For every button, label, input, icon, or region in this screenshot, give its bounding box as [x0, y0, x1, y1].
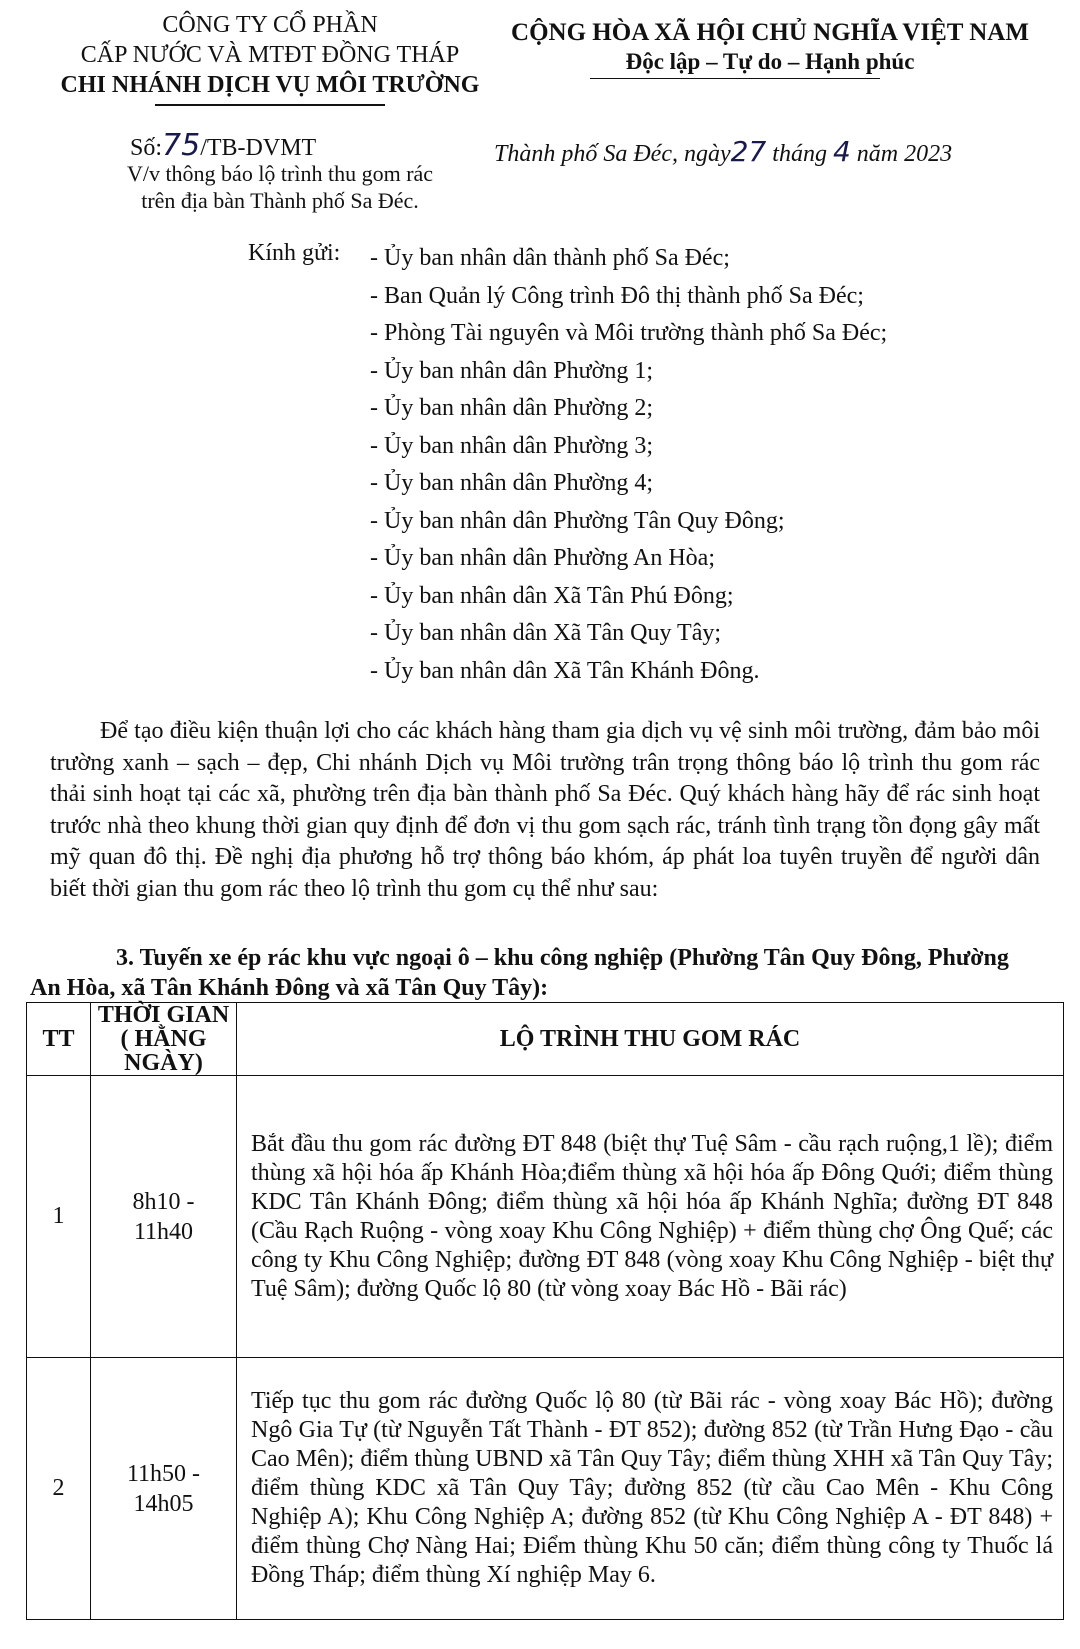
document-number	[130, 128, 316, 163]
issuer-company-full: CẤP NƯỚC VÀ MTĐT ĐỒNG THÁP	[80, 42, 460, 68]
header-time-line-3: NGÀY)	[124, 1050, 203, 1076]
recipient-item: - Ủy ban nhân dân Xã Tân Quy Tây;	[370, 620, 722, 646]
recipient-item: - Ủy ban nhân dân thành phố Sa Đéc;	[370, 245, 730, 271]
route-table	[26, 1002, 1064, 1620]
header-time	[91, 1003, 237, 1076]
header-route: LỘ TRÌNH THU GOM RÁC	[237, 1003, 1064, 1076]
recipient-item: - Ủy ban nhân dân Phường 1;	[370, 357, 653, 384]
recipient-item: - Ủy ban nhân dân Phường 3;	[370, 432, 653, 459]
recipient-item: - Ủy ban nhân dân Xã Tân Khánh Đông.	[370, 657, 760, 684]
table-header-row	[27, 1003, 1064, 1076]
recipient-item: - Ủy ban nhân dân Xã Tân Phú Đông;	[370, 582, 734, 609]
section-title: 3. Tuyến xe ép rác khu vực ngoại ô – khu công nghiệp (Phường Tân Quy Đông, Phường An Hòa, xã Tân Khánh Đông và xã Tân Quy Tây):	[30, 945, 1009, 1001]
national-title: CỘNG HÒA XÃ HỘI CHỦ NGHĨA VIỆT NAM	[511, 19, 1029, 46]
document-number-handwritten: 75	[162, 128, 201, 163]
document-number-suffix: /TB-DVMT	[200, 135, 317, 161]
document-number-prefix: Số:	[130, 135, 163, 161]
date-day-handwritten: 27	[730, 135, 767, 168]
row-time-start: 11h50 -	[126, 1460, 201, 1487]
recipient-item: - Ủy ban nhân dân Phường 2;	[370, 395, 653, 421]
national-motto-block	[470, 18, 1070, 76]
header-time-line-1: THỜI GIAN	[97, 1002, 230, 1028]
motto-divider	[590, 78, 880, 79]
table-row	[27, 1358, 1064, 1620]
subject-line-2: trên địa bàn Thành phố Sa Đéc.	[141, 188, 419, 213]
date-place: Thành phố Sa Đéc, ngày	[494, 141, 731, 167]
subject-line-1: V/v thông báo lộ trình thu gom rác	[126, 161, 434, 186]
document-date	[494, 135, 952, 168]
recipient-item: - Ủy ban nhân dân Phường Tân Quy Đông;	[370, 507, 785, 534]
recipient-item: - Ủy ban nhân dân Phường An Hòa;	[370, 545, 715, 571]
row-number: 2	[27, 1358, 91, 1620]
row-time-end: 11h40	[133, 1218, 194, 1245]
header-tt: TT	[27, 1003, 91, 1076]
header-time-line-2: ( HẰNG	[120, 1026, 207, 1052]
recipient-item: - Ủy ban nhân dân Phường 4;	[370, 470, 653, 496]
date-month-handwritten: 4	[832, 135, 851, 168]
row-time	[91, 1076, 237, 1358]
issuer-block	[0, 10, 540, 100]
recipient-item: - Phòng Tài nguyên và Môi trường thành phố Sa Đéc;	[370, 320, 888, 346]
date-month-label: tháng	[772, 141, 827, 167]
issuer-divider	[155, 104, 385, 106]
recipients-list	[370, 240, 887, 690]
row-time-end: 14h05	[133, 1490, 194, 1517]
document-subject	[30, 160, 530, 214]
date-year: năm 2023	[856, 141, 953, 167]
issuer-company: CÔNG TY CỔ PHẦN	[162, 12, 378, 38]
recipients-label: Kính gửi:	[248, 240, 341, 266]
row-number: 1	[27, 1076, 91, 1358]
row-route: Tiếp tục thu gom rác đường Quốc lộ 80 (từ Bãi rác - vòng xoay Bác Hồ); đường Ngô Gia Tự (từ Nguyễn Tất Thành - ĐT 852); đường 852 (từ Trần Hưng Đạo - cầu Cao Mên); điểm thùng UBND xã Tân Quy Tây; điểm thùng XHH xã Tân Quy Tây; điểm thùng KDC xã Tân Quy Tây; đường 852 (từ cầu Cao Mên - Khu Công Nghiệp A); Khu Công Nghiệp A; đường 852 (từ Khu Công Nghiệp A - ĐT 848) + điểm thùng Chợ Nàng Hai; Điểm thùng Khu 50 căn; điểm thùng công ty Thuốc lá Đồng Tháp; điểm thùng Xí nghiệp May 6.	[237, 1358, 1064, 1620]
row-time	[91, 1358, 237, 1620]
national-motto: Độc lập – Tự do – Hạnh phúc	[625, 49, 915, 74]
table-row	[27, 1076, 1064, 1358]
row-time-start: 8h10 -	[132, 1188, 195, 1215]
recipient-item: - Ban Quản lý Công trình Đô thị thành phố Sa Đéc;	[370, 282, 864, 309]
row-route: Bắt đầu thu gom rác đường ĐT 848 (biệt thự Tuệ Sâm - cầu rạch ruộng,1 lề); điểm thùng xã hội hóa ấp Khánh Hòa;điểm thùng xã hội hóa ấp Đông Quới; điểm thùng KDC Tân Khánh Đông; điểm thùng xã hội hóa ấp Khánh Nghĩa; đường ĐT 848 (Cầu Rạch Ruộng - vòng xoay Khu Công Nghiệp) + điểm thùng chợ Ông Quế; các công ty Khu Công Nghiệp; đường ĐT 848 (vòng xoay Khu Công Nghiệp - biệt thự Tuệ Sâm); đường Quốc lộ 80 (từ vòng xoay Bác Hồ - Bãi rác)	[237, 1076, 1064, 1358]
body-paragraph: Để tạo điều kiện thuận lợi cho các khách hàng tham gia dịch vụ vệ sinh môi trường, đảm bảo môi trường xanh – sạch – đẹp, Chi nhánh Dịch vụ Môi trường trân trọng thông báo lộ trình thu gom rác thải sinh hoạt tại các xã, phường trên địa bàn thành phố Sa Đéc. Quý khách hàng hãy để rác sinh hoạt trước nhà theo khung thời gian quy định để đơn vị thu gom sạch rác, tránh tình trạng tồn đọng gây mất mỹ quan đô thị. Đề nghị địa phương hỗ trợ thông báo khóm, áp phát loa tuyên truyền để người dân biết thời gian thu gom rác theo lộ trình thu gom cụ thể như sau:	[50, 718, 1040, 902]
issuer-branch: CHI NHÁNH DỊCH VỤ MÔI TRƯỜNG	[60, 72, 480, 98]
